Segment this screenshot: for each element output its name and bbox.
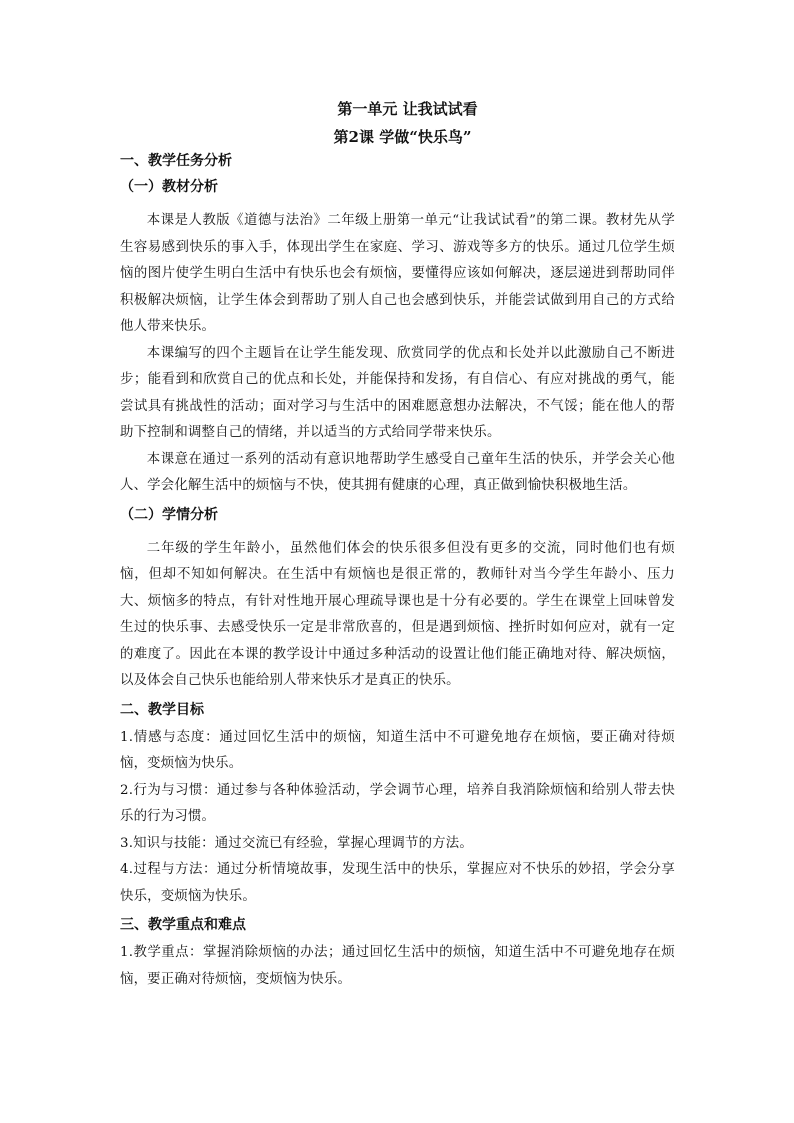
paragraph-textbook-3: 本课意在通过一系列的活动有意识地帮助学生感受自己童年生活的快乐，并学会关心他人、学会化解生活中的烦恼与不快，使其拥有健康的心理，真正做到愉快积极地生活。 <box>120 451 675 493</box>
subsection-heading-student-analysis: （二）学情分析 <box>120 506 218 523</box>
goal-item-3: 3.知识与技能：通过交流已有经验，掌握心理调节的方法。 <box>120 835 473 851</box>
paragraph-student-analysis: 二年级的学生年龄小，虽然他们体会的快乐很多但没有更多的交流，同时他们也有烦恼，但却不知如何解决。在生活中有烦恼也是很正常的，教师针对当今学生年龄小、压力大、烦恼多的特点，有针对性地开展心理疏导课也是十分有必要的。学生在课堂上回味曾发生过的快乐事、去感受快乐一定是非常欣喜的，但是遇到烦恼、挫折时如何应对，就有一定的难度了。因此在本课的教学设计中通过多种活动的设置让他们能正确地对待、解决烦恼，以及体会自己快乐也能给别人带来快乐才是真正的快乐。 <box>120 540 675 688</box>
goal-item-1: 1.情感与态度：通过回忆生活中的烦恼，知道生活中不可避免地存在烦恼，要正确对待烦恼，变烦恼为快乐。 <box>120 729 675 771</box>
goal-item-2: 2.行为与习惯：通过参与各种体验活动，学会调节心理，培养自我消除烦恼和给别人带去快乐的行为习惯。 <box>120 782 675 824</box>
document-page <box>120 96 675 993</box>
paragraph-textbook-2: 本课编写的四个主题旨在让学生能发现、欣赏同学的优点和长处并以此激励自己不断进步；能看到和欣赏自己的优点和长处，并能保持和发扬，有自信心、有应对挑战的勇气，能尝试具有挑战性的活动；面对学习与生活中的困难愿意想办法解决，不气馁；能在他人的帮助下控制和调整自己的情绪，并以适当的方式给同学带来快乐。 <box>120 345 675 440</box>
goal-item-4: 4.过程与方法：通过分析情境故事，发现生活中的快乐，掌握应对不快乐的妙招，学会分享快乐，变烦恼为快乐。 <box>120 862 675 904</box>
subsection-heading-textbook-analysis: （一）教材分析 <box>120 179 218 195</box>
section-heading-key-points: 三、教学重点和难点 <box>120 917 246 933</box>
section-heading-task-analysis: 一、教学任务分析 <box>120 153 232 169</box>
section-heading-teaching-goals: 二、教学目标 <box>120 701 204 718</box>
paragraph-textbook-1: 本课是人教版《道德与法治》二年级上册第一单元“让我试试看”的第二课。教材先从学生容易感到快乐的事入手，体现出学生在家庭、学习、游戏等多方的快乐。通过几位学生烦恼的图片使学生明白生活中有快乐也会有烦恼，要懂得应该如何解决，逐层递进到帮助同伴积极解决烦恼，让学生体会到帮助了别人自己也会感到快乐，并能尝试做到用自己的方式给他人带来快乐。 <box>120 213 675 334</box>
unit-title: 第一单元 让我试试看 <box>337 100 478 118</box>
lesson-title: 第2课 学做“快乐鸟” <box>333 128 472 146</box>
key-point-item-1: 1.教学重点：掌握消除烦恼的办法；通过回忆生活中的烦恼，知道生活中不可避免地存在烦恼，要正确对待烦恼，变烦恼为快乐。 <box>120 945 675 987</box>
